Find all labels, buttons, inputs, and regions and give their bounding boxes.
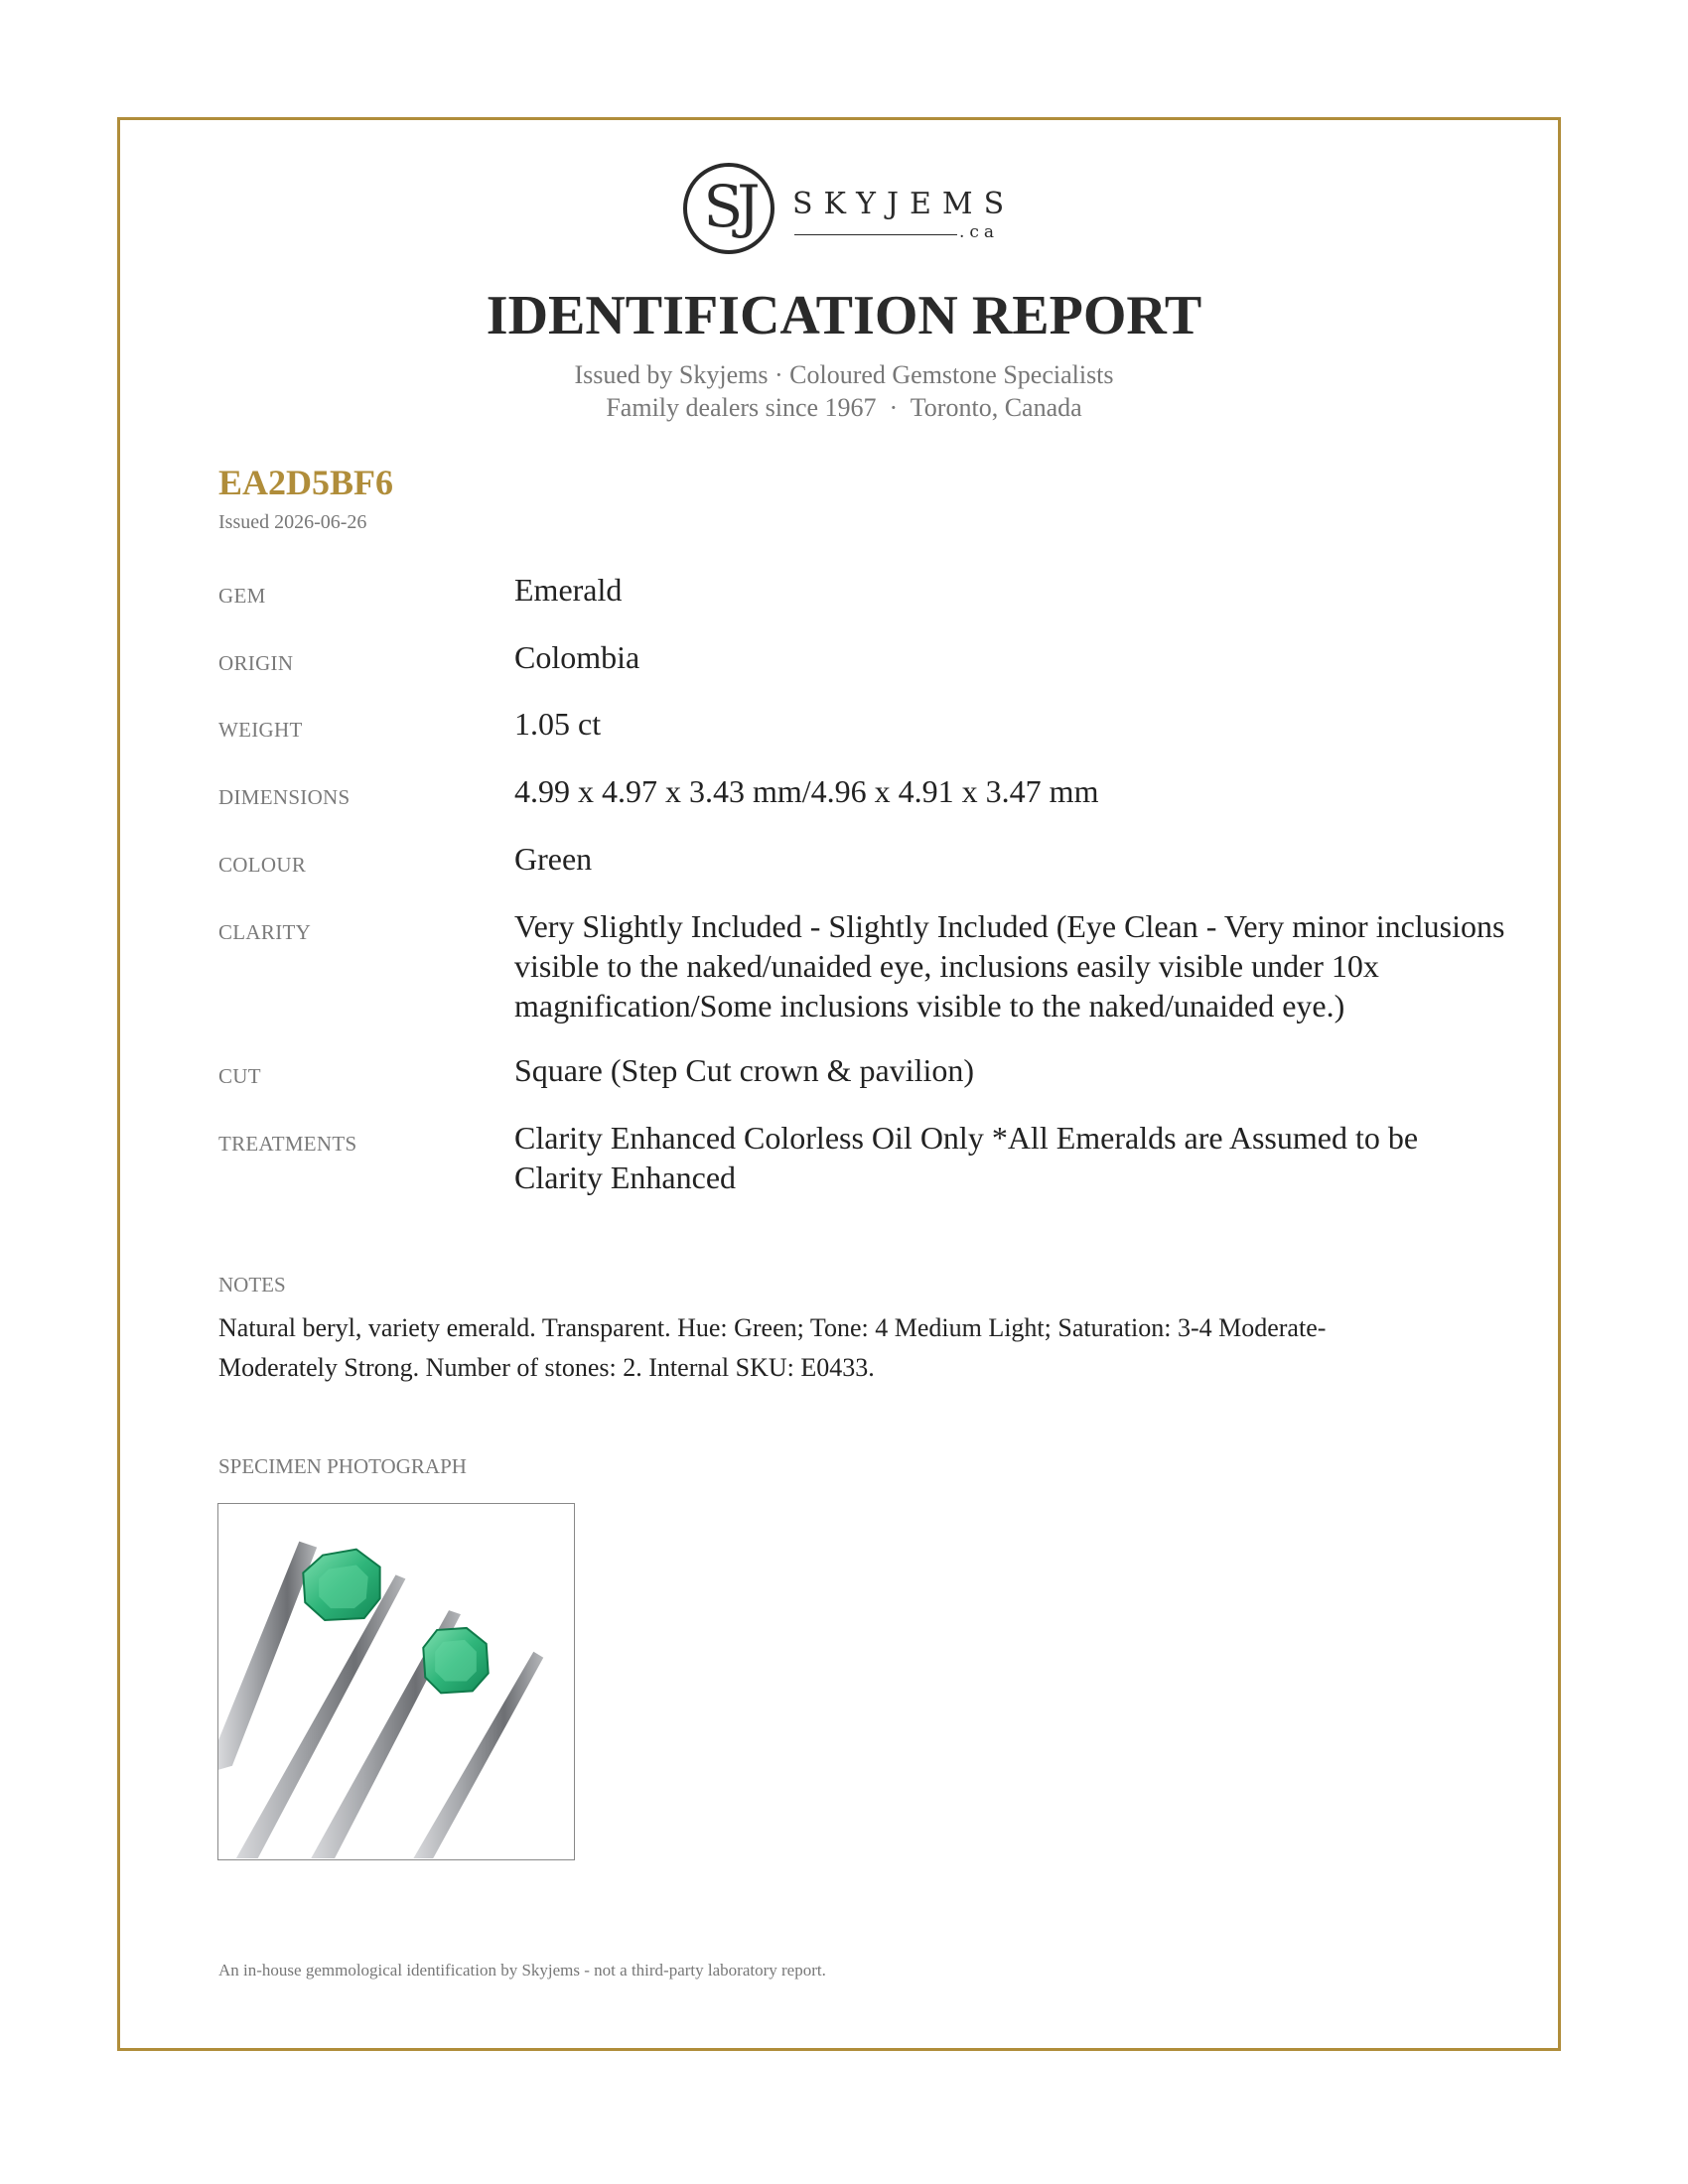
- field-label-clarity: CLARITY: [218, 920, 312, 944]
- report-subtitle-issuer: Issued by Skyjems · Coloured Gemstone Specialists: [574, 360, 1114, 389]
- logo-monogram: SJ: [703, 173, 755, 240]
- report-title: IDENTIFICATION REPORT: [486, 285, 1202, 346]
- field-value-clarity: Very Slightly Included - Slightly Included (Eye Clean - Very minor inclusions visible to the naked/unaided eye, inclusions easily visible under 10x magnification/Some inclusions visible to the naked/unaided eye.): [514, 908, 1505, 1024]
- report-id: EA2D5BF6: [218, 463, 394, 502]
- report-subtitle-location: Family dealers since 1967 · Toronto, Canada: [606, 393, 1082, 422]
- specimen-photo-label: SPECIMEN PHOTOGRAPH: [218, 1454, 467, 1478]
- field-value-dimensions: 4.99 x 4.97 x 3.43 mm/4.96 x 4.91 x 3.47 mm: [514, 773, 1099, 809]
- field-value-colour: Green: [514, 841, 593, 877]
- field-label-origin: ORIGIN: [218, 651, 294, 675]
- specimen-photo-illustration: [218, 1504, 573, 1858]
- logo-wordmark: SKYJEMS: [792, 187, 1016, 221]
- skyjems-logo: [683, 163, 1016, 262]
- logo-tld: .ca: [959, 222, 1000, 242]
- notes-text: Natural beryl, variety emerald. Transparent. Hue: Green; Tone: 4 Medium Light; Saturation: 3-4 Moderate-Moderately Strong. Number of stones: 2. Internal SKU: E0433.: [218, 1313, 1327, 1382]
- issued-date: Issued 2026-06-26: [218, 511, 367, 533]
- field-value-origin: Colombia: [514, 639, 640, 675]
- logo-rule: [794, 234, 957, 235]
- field-value-gem: Emerald: [514, 572, 623, 608]
- specimen-photograph: [217, 1503, 575, 1860]
- field-value-treatments: Clarity Enhanced Colorless Oil Only *All Emeralds are Assumed to be Clarity Enhanced: [514, 1120, 1419, 1195]
- tweezer-prong: [218, 1542, 317, 1770]
- field-label-treatments: TREATMENTS: [218, 1132, 357, 1156]
- field-value-cut: Square (Step Cut crown & pavilion): [514, 1052, 975, 1088]
- field-label-dimensions: DIMENSIONS: [218, 785, 351, 809]
- field-label-colour: COLOUR: [218, 853, 307, 877]
- field-label-weight: WEIGHT: [218, 718, 303, 742]
- field-label-gem: GEM: [218, 584, 266, 608]
- footer-disclaimer: An in-house gemmological identification by Skyjems - not a third-party laboratory report.: [218, 1961, 826, 1979]
- notes-label: NOTES: [218, 1273, 286, 1297]
- field-value-weight: 1.05 ct: [514, 706, 602, 742]
- field-label-cut: CUT: [218, 1064, 261, 1088]
